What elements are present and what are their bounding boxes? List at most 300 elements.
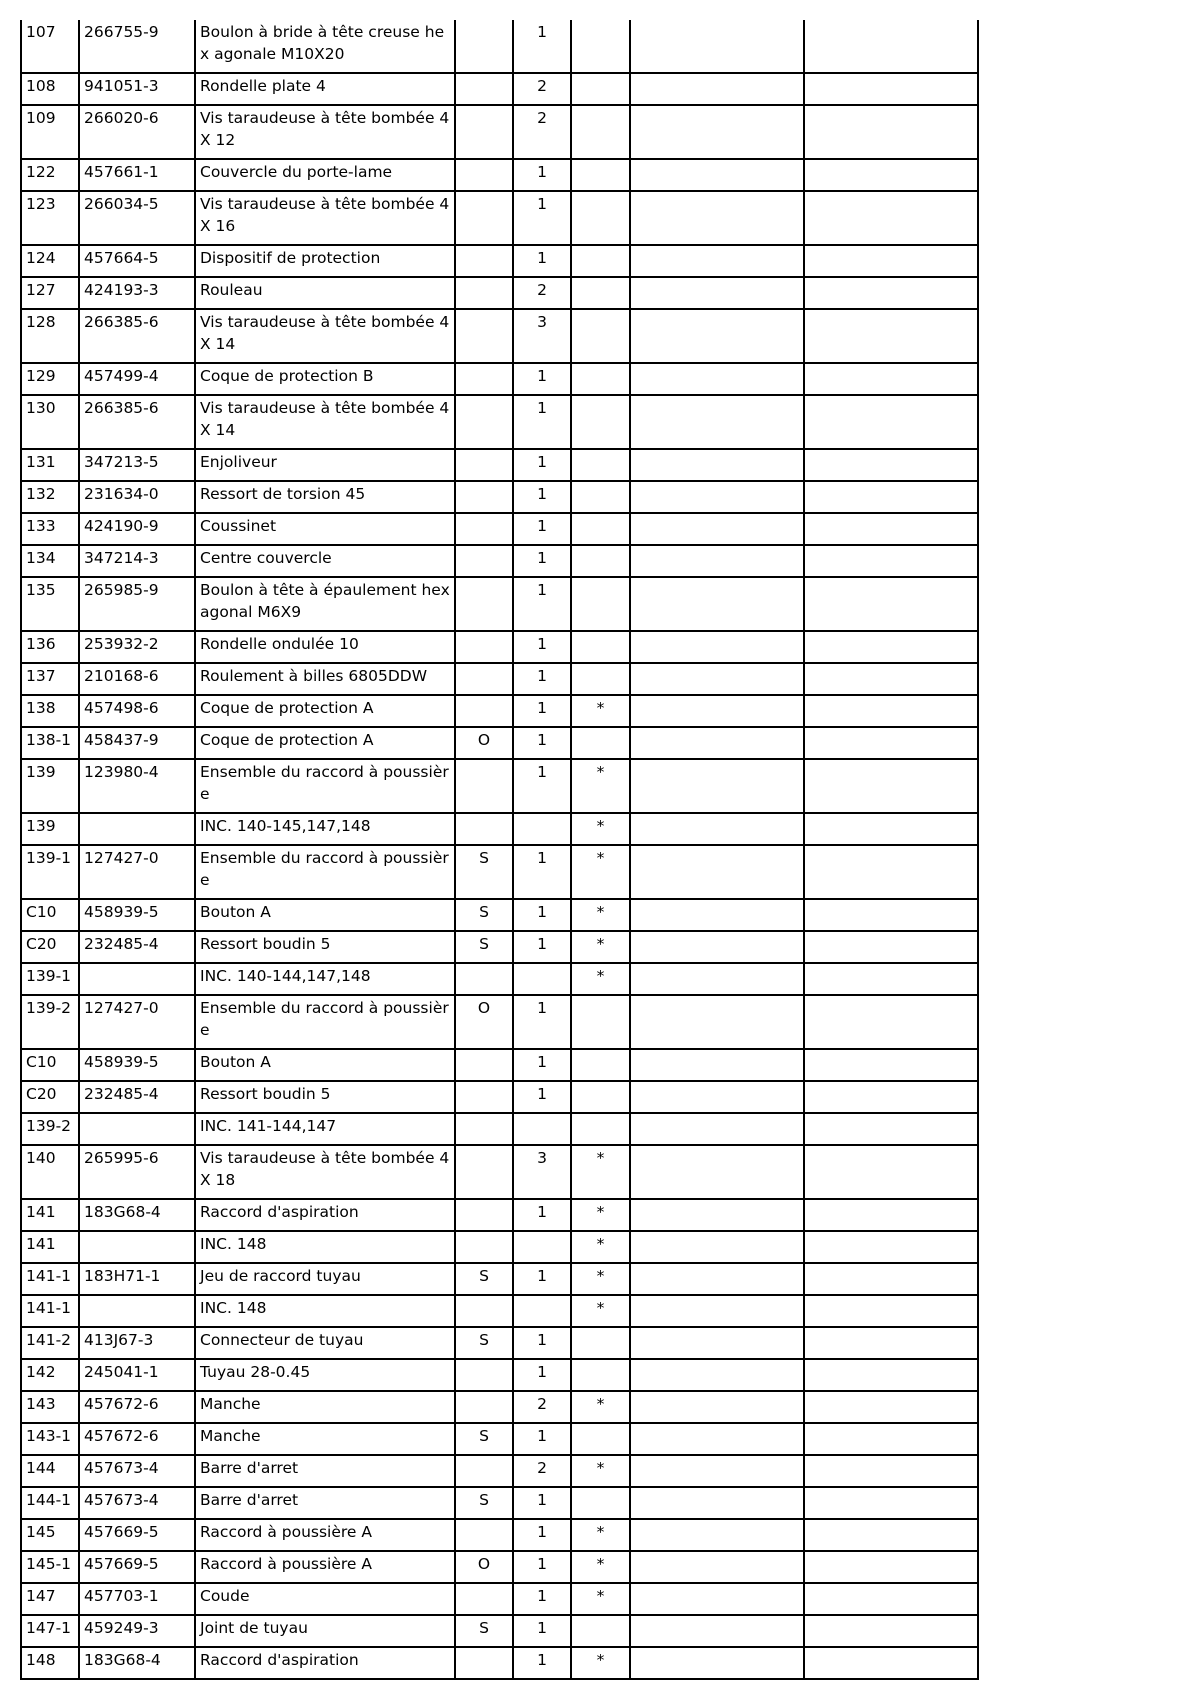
empty-cell (804, 105, 978, 159)
empty-cell (630, 663, 804, 695)
note-cell: * (571, 899, 630, 931)
quantity-cell: 1 (513, 191, 571, 245)
table-row (21, 1615, 978, 1647)
description-cell: Raccord d'aspiration (195, 1199, 455, 1231)
description-cell: Enjoliveur (195, 449, 455, 481)
empty-cell (630, 1327, 804, 1359)
item-number-cell: 108 (21, 73, 79, 105)
empty-cell (630, 363, 804, 395)
table-row (21, 963, 978, 995)
empty-cell (804, 513, 978, 545)
note-cell (571, 1049, 630, 1081)
note-cell (571, 105, 630, 159)
table-row (21, 73, 978, 105)
empty-cell (630, 309, 804, 363)
note-cell (571, 545, 630, 577)
table-row (21, 727, 978, 759)
empty-cell (630, 931, 804, 963)
quantity-cell (513, 1231, 571, 1263)
note-cell (571, 1359, 630, 1391)
note-cell: * (571, 759, 630, 813)
description-cell: Connecteur de tuyau (195, 1327, 455, 1359)
quantity-cell: 1 (513, 995, 571, 1049)
option-cell (455, 277, 513, 309)
description-cell: Rondelle plate 4 (195, 73, 455, 105)
note-cell (571, 73, 630, 105)
empty-cell (630, 1487, 804, 1519)
empty-cell (630, 1455, 804, 1487)
table-row (21, 191, 978, 245)
description-cell: Coussinet (195, 513, 455, 545)
option-cell (455, 1519, 513, 1551)
empty-cell (804, 449, 978, 481)
note-cell: * (571, 1583, 630, 1615)
table-row (21, 20, 978, 73)
table-row (21, 1199, 978, 1231)
note-cell: * (571, 1647, 630, 1679)
item-number-cell: 141-1 (21, 1295, 79, 1327)
description-cell: Bouton A (195, 899, 455, 931)
empty-cell (630, 1049, 804, 1081)
table-row (21, 1113, 978, 1145)
description-cell: Boulon à tête à épaulement hex agonal M6X9 (195, 577, 455, 631)
note-cell: * (571, 963, 630, 995)
quantity-cell: 1 (513, 1081, 571, 1113)
empty-cell (804, 1113, 978, 1145)
part-number-cell (79, 813, 195, 845)
quantity-cell (513, 1113, 571, 1145)
quantity-cell: 1 (513, 449, 571, 481)
description-cell: Bouton A (195, 1049, 455, 1081)
empty-cell (804, 845, 978, 899)
table-row (21, 1391, 978, 1423)
quantity-cell: 2 (513, 277, 571, 309)
description-cell: Coque de protection B (195, 363, 455, 395)
note-cell: * (571, 813, 630, 845)
empty-cell (804, 277, 978, 309)
part-number-cell: 424190-9 (79, 513, 195, 545)
quantity-cell: 1 (513, 631, 571, 663)
note-cell (571, 663, 630, 695)
part-number-cell: 457703-1 (79, 1583, 195, 1615)
quantity-cell: 1 (513, 1647, 571, 1679)
note-cell: * (571, 1231, 630, 1263)
part-number-cell: 457661-1 (79, 159, 195, 191)
option-cell (455, 191, 513, 245)
table-row (21, 1295, 978, 1327)
quantity-cell: 1 (513, 1519, 571, 1551)
option-cell (455, 1231, 513, 1263)
quantity-cell: 1 (513, 159, 571, 191)
quantity-cell: 1 (513, 20, 571, 73)
quantity-cell: 1 (513, 545, 571, 577)
description-cell: Rondelle ondulée 10 (195, 631, 455, 663)
part-number-cell: 231634-0 (79, 481, 195, 513)
option-cell (455, 1295, 513, 1327)
item-number-cell: 129 (21, 363, 79, 395)
part-number-cell (79, 1231, 195, 1263)
empty-cell (804, 1583, 978, 1615)
option-cell (455, 245, 513, 277)
item-number-cell: 141 (21, 1231, 79, 1263)
empty-cell (630, 1615, 804, 1647)
empty-cell (630, 695, 804, 727)
option-cell: S (455, 1487, 513, 1519)
empty-cell (804, 1081, 978, 1113)
table-row (21, 695, 978, 727)
table-row (21, 1487, 978, 1519)
quantity-cell: 3 (513, 1145, 571, 1199)
empty-cell (630, 73, 804, 105)
option-cell (455, 1647, 513, 1679)
empty-cell (630, 813, 804, 845)
note-cell: * (571, 1145, 630, 1199)
part-number-cell (79, 1113, 195, 1145)
empty-cell (630, 1231, 804, 1263)
empty-cell (630, 395, 804, 449)
option-cell (455, 1081, 513, 1113)
empty-cell (630, 277, 804, 309)
note-cell (571, 1487, 630, 1519)
part-number-cell: 458939-5 (79, 899, 195, 931)
empty-cell (804, 1615, 978, 1647)
description-cell: Ensemble du raccord à poussièr e (195, 845, 455, 899)
quantity-cell: 2 (513, 1455, 571, 1487)
part-number-cell: 127427-0 (79, 845, 195, 899)
empty-cell (630, 631, 804, 663)
description-cell: Vis taraudeuse à tête bombée 4X 16 (195, 191, 455, 245)
note-cell: * (571, 1519, 630, 1551)
option-cell: S (455, 1615, 513, 1647)
part-number-cell: 265995-6 (79, 1145, 195, 1199)
note-cell (571, 191, 630, 245)
part-number-cell: 266755-9 (79, 20, 195, 73)
quantity-cell: 1 (513, 1263, 571, 1295)
empty-cell (630, 1295, 804, 1327)
option-cell (455, 963, 513, 995)
part-number-cell: 457669-5 (79, 1519, 195, 1551)
part-number-cell: 265985-9 (79, 577, 195, 631)
table-row (21, 363, 978, 395)
item-number-cell: 132 (21, 481, 79, 513)
empty-cell (804, 1145, 978, 1199)
table-row (21, 1049, 978, 1081)
note-cell: * (571, 1551, 630, 1583)
quantity-cell: 1 (513, 1423, 571, 1455)
parts-table-body (21, 20, 978, 1679)
description-cell: Rouleau (195, 277, 455, 309)
part-number-cell: 457498-6 (79, 695, 195, 727)
empty-cell (630, 1113, 804, 1145)
table-row (21, 1583, 978, 1615)
table-row (21, 1145, 978, 1199)
item-number-cell: 109 (21, 105, 79, 159)
option-cell (455, 481, 513, 513)
note-cell: * (571, 1199, 630, 1231)
part-number-cell: 457499-4 (79, 363, 195, 395)
item-number-cell: 139-2 (21, 1113, 79, 1145)
quantity-cell: 1 (513, 1583, 571, 1615)
note-cell (571, 1113, 630, 1145)
description-cell: Vis taraudeuse à tête bombée 4X 14 (195, 395, 455, 449)
empty-cell (804, 1391, 978, 1423)
quantity-cell: 1 (513, 1551, 571, 1583)
note-cell (571, 481, 630, 513)
quantity-cell: 1 (513, 481, 571, 513)
quantity-cell: 2 (513, 73, 571, 105)
option-cell (455, 759, 513, 813)
quantity-cell: 1 (513, 363, 571, 395)
parts-table (20, 20, 979, 1680)
empty-cell (630, 20, 804, 73)
description-cell: Manche (195, 1423, 455, 1455)
empty-cell (804, 363, 978, 395)
empty-cell (630, 727, 804, 759)
table-row (21, 105, 978, 159)
item-number-cell: 131 (21, 449, 79, 481)
item-number-cell: C20 (21, 1081, 79, 1113)
note-cell (571, 577, 630, 631)
table-row (21, 1423, 978, 1455)
part-number-cell: 424193-3 (79, 277, 195, 309)
note-cell (571, 20, 630, 73)
note-cell (571, 245, 630, 277)
empty-cell (804, 73, 978, 105)
description-cell: Coque de protection A (195, 727, 455, 759)
empty-cell (630, 159, 804, 191)
option-cell (455, 363, 513, 395)
option-cell: O (455, 1551, 513, 1583)
item-number-cell: 139-2 (21, 995, 79, 1049)
quantity-cell: 1 (513, 899, 571, 931)
empty-cell (804, 577, 978, 631)
empty-cell (804, 1423, 978, 1455)
description-cell: Manche (195, 1391, 455, 1423)
part-number-cell: 457669-5 (79, 1551, 195, 1583)
empty-cell (630, 481, 804, 513)
note-cell: * (571, 1391, 630, 1423)
quantity-cell (513, 963, 571, 995)
item-number-cell: 136 (21, 631, 79, 663)
quantity-cell: 2 (513, 1391, 571, 1423)
item-number-cell: 133 (21, 513, 79, 545)
option-cell (455, 1359, 513, 1391)
table-row (21, 245, 978, 277)
option-cell (455, 663, 513, 695)
part-number-cell: 183G68-4 (79, 1647, 195, 1679)
item-number-cell: 139-1 (21, 845, 79, 899)
empty-cell (804, 995, 978, 1049)
part-number-cell: 457664-5 (79, 245, 195, 277)
empty-cell (630, 1551, 804, 1583)
option-cell (455, 813, 513, 845)
description-cell: Barre d'arret (195, 1487, 455, 1519)
table-row (21, 1263, 978, 1295)
option-cell (455, 309, 513, 363)
description-cell: INC. 148 (195, 1295, 455, 1327)
table-row (21, 1455, 978, 1487)
part-number-cell: 458437-9 (79, 727, 195, 759)
part-number-cell: 347214-3 (79, 545, 195, 577)
empty-cell (630, 1647, 804, 1679)
part-number-cell: 457672-6 (79, 1423, 195, 1455)
note-cell (571, 631, 630, 663)
quantity-cell: 1 (513, 663, 571, 695)
option-cell: S (455, 1263, 513, 1295)
empty-cell (630, 545, 804, 577)
empty-cell (804, 727, 978, 759)
note-cell: * (571, 845, 630, 899)
table-row (21, 481, 978, 513)
empty-cell (630, 845, 804, 899)
empty-cell (630, 449, 804, 481)
item-number-cell: 144-1 (21, 1487, 79, 1519)
quantity-cell: 1 (513, 1049, 571, 1081)
quantity-cell: 1 (513, 1359, 571, 1391)
description-cell: Roulement à billes 6805DDW (195, 663, 455, 695)
table-row (21, 449, 978, 481)
table-row (21, 159, 978, 191)
empty-cell (804, 1231, 978, 1263)
item-number-cell: C10 (21, 899, 79, 931)
item-number-cell: 135 (21, 577, 79, 631)
table-row (21, 395, 978, 449)
item-number-cell: 145 (21, 1519, 79, 1551)
empty-cell (630, 1519, 804, 1551)
part-number-cell: 347213-5 (79, 449, 195, 481)
table-row (21, 513, 978, 545)
item-number-cell: 145-1 (21, 1551, 79, 1583)
item-number-cell: 141-2 (21, 1327, 79, 1359)
option-cell (455, 1145, 513, 1199)
part-number-cell: 413J67-3 (79, 1327, 195, 1359)
empty-cell (630, 577, 804, 631)
empty-cell (804, 20, 978, 73)
part-number-cell: 457673-4 (79, 1455, 195, 1487)
empty-cell (804, 963, 978, 995)
item-number-cell: C10 (21, 1049, 79, 1081)
table-row (21, 577, 978, 631)
note-cell: * (571, 1455, 630, 1487)
table-row (21, 1231, 978, 1263)
note-cell (571, 727, 630, 759)
note-cell: * (571, 931, 630, 963)
table-row (21, 899, 978, 931)
empty-cell (630, 1263, 804, 1295)
table-row (21, 663, 978, 695)
part-number-cell: 127427-0 (79, 995, 195, 1049)
part-number-cell: 457673-4 (79, 1487, 195, 1519)
description-cell: Ensemble du raccord à poussièr e (195, 759, 455, 813)
description-cell: INC. 148 (195, 1231, 455, 1263)
table-row (21, 545, 978, 577)
quantity-cell: 1 (513, 931, 571, 963)
option-cell (455, 1455, 513, 1487)
part-number-cell: 941051-3 (79, 73, 195, 105)
quantity-cell: 1 (513, 245, 571, 277)
option-cell (455, 577, 513, 631)
table-row (21, 1359, 978, 1391)
empty-cell (804, 159, 978, 191)
option-cell (455, 449, 513, 481)
description-cell: Centre couvercle (195, 545, 455, 577)
quantity-cell: 1 (513, 727, 571, 759)
item-number-cell: 142 (21, 1359, 79, 1391)
empty-cell (804, 309, 978, 363)
item-number-cell: 107 (21, 20, 79, 73)
quantity-cell: 1 (513, 513, 571, 545)
part-number-cell: 183G68-4 (79, 1199, 195, 1231)
item-number-cell: 143 (21, 1391, 79, 1423)
quantity-cell: 1 (513, 1615, 571, 1647)
empty-cell (630, 1583, 804, 1615)
table-row (21, 1327, 978, 1359)
option-cell (455, 1049, 513, 1081)
option-cell (455, 159, 513, 191)
empty-cell (630, 191, 804, 245)
item-number-cell: 138 (21, 695, 79, 727)
part-number-cell: 458939-5 (79, 1049, 195, 1081)
empty-cell (630, 513, 804, 545)
description-cell: Couvercle du porte-lame (195, 159, 455, 191)
option-cell (455, 695, 513, 727)
item-number-cell: 128 (21, 309, 79, 363)
table-row (21, 1081, 978, 1113)
note-cell (571, 309, 630, 363)
item-number-cell: 139 (21, 759, 79, 813)
empty-cell (804, 1263, 978, 1295)
empty-cell (630, 963, 804, 995)
empty-cell (804, 1551, 978, 1583)
option-cell: O (455, 727, 513, 759)
description-cell: Dispositif de protection (195, 245, 455, 277)
item-number-cell: 148 (21, 1647, 79, 1679)
empty-cell (804, 191, 978, 245)
empty-cell (630, 995, 804, 1049)
description-cell: INC. 140-144,147,148 (195, 963, 455, 995)
note-cell: * (571, 1263, 630, 1295)
empty-cell (630, 1359, 804, 1391)
part-number-cell: 266034-5 (79, 191, 195, 245)
item-number-cell: 143-1 (21, 1423, 79, 1455)
table-row (21, 277, 978, 309)
description-cell: Vis taraudeuse à tête bombée 4X 18 (195, 1145, 455, 1199)
empty-cell (630, 1081, 804, 1113)
part-number-cell (79, 1295, 195, 1327)
empty-cell (804, 631, 978, 663)
description-cell: Jeu de raccord tuyau (195, 1263, 455, 1295)
table-row (21, 845, 978, 899)
table-row (21, 931, 978, 963)
item-number-cell: 124 (21, 245, 79, 277)
empty-cell (804, 1049, 978, 1081)
empty-cell (804, 545, 978, 577)
quantity-cell: 3 (513, 309, 571, 363)
empty-cell (804, 1327, 978, 1359)
quantity-cell: 1 (513, 1487, 571, 1519)
note-cell (571, 1615, 630, 1647)
empty-cell (804, 1487, 978, 1519)
item-number-cell: 137 (21, 663, 79, 695)
table-row (21, 1551, 978, 1583)
item-number-cell: 144 (21, 1455, 79, 1487)
option-cell (455, 1113, 513, 1145)
option-cell (455, 513, 513, 545)
quantity-cell (513, 1295, 571, 1327)
description-cell: Ressort de torsion 45 (195, 481, 455, 513)
empty-cell (804, 1199, 978, 1231)
item-number-cell: 147 (21, 1583, 79, 1615)
